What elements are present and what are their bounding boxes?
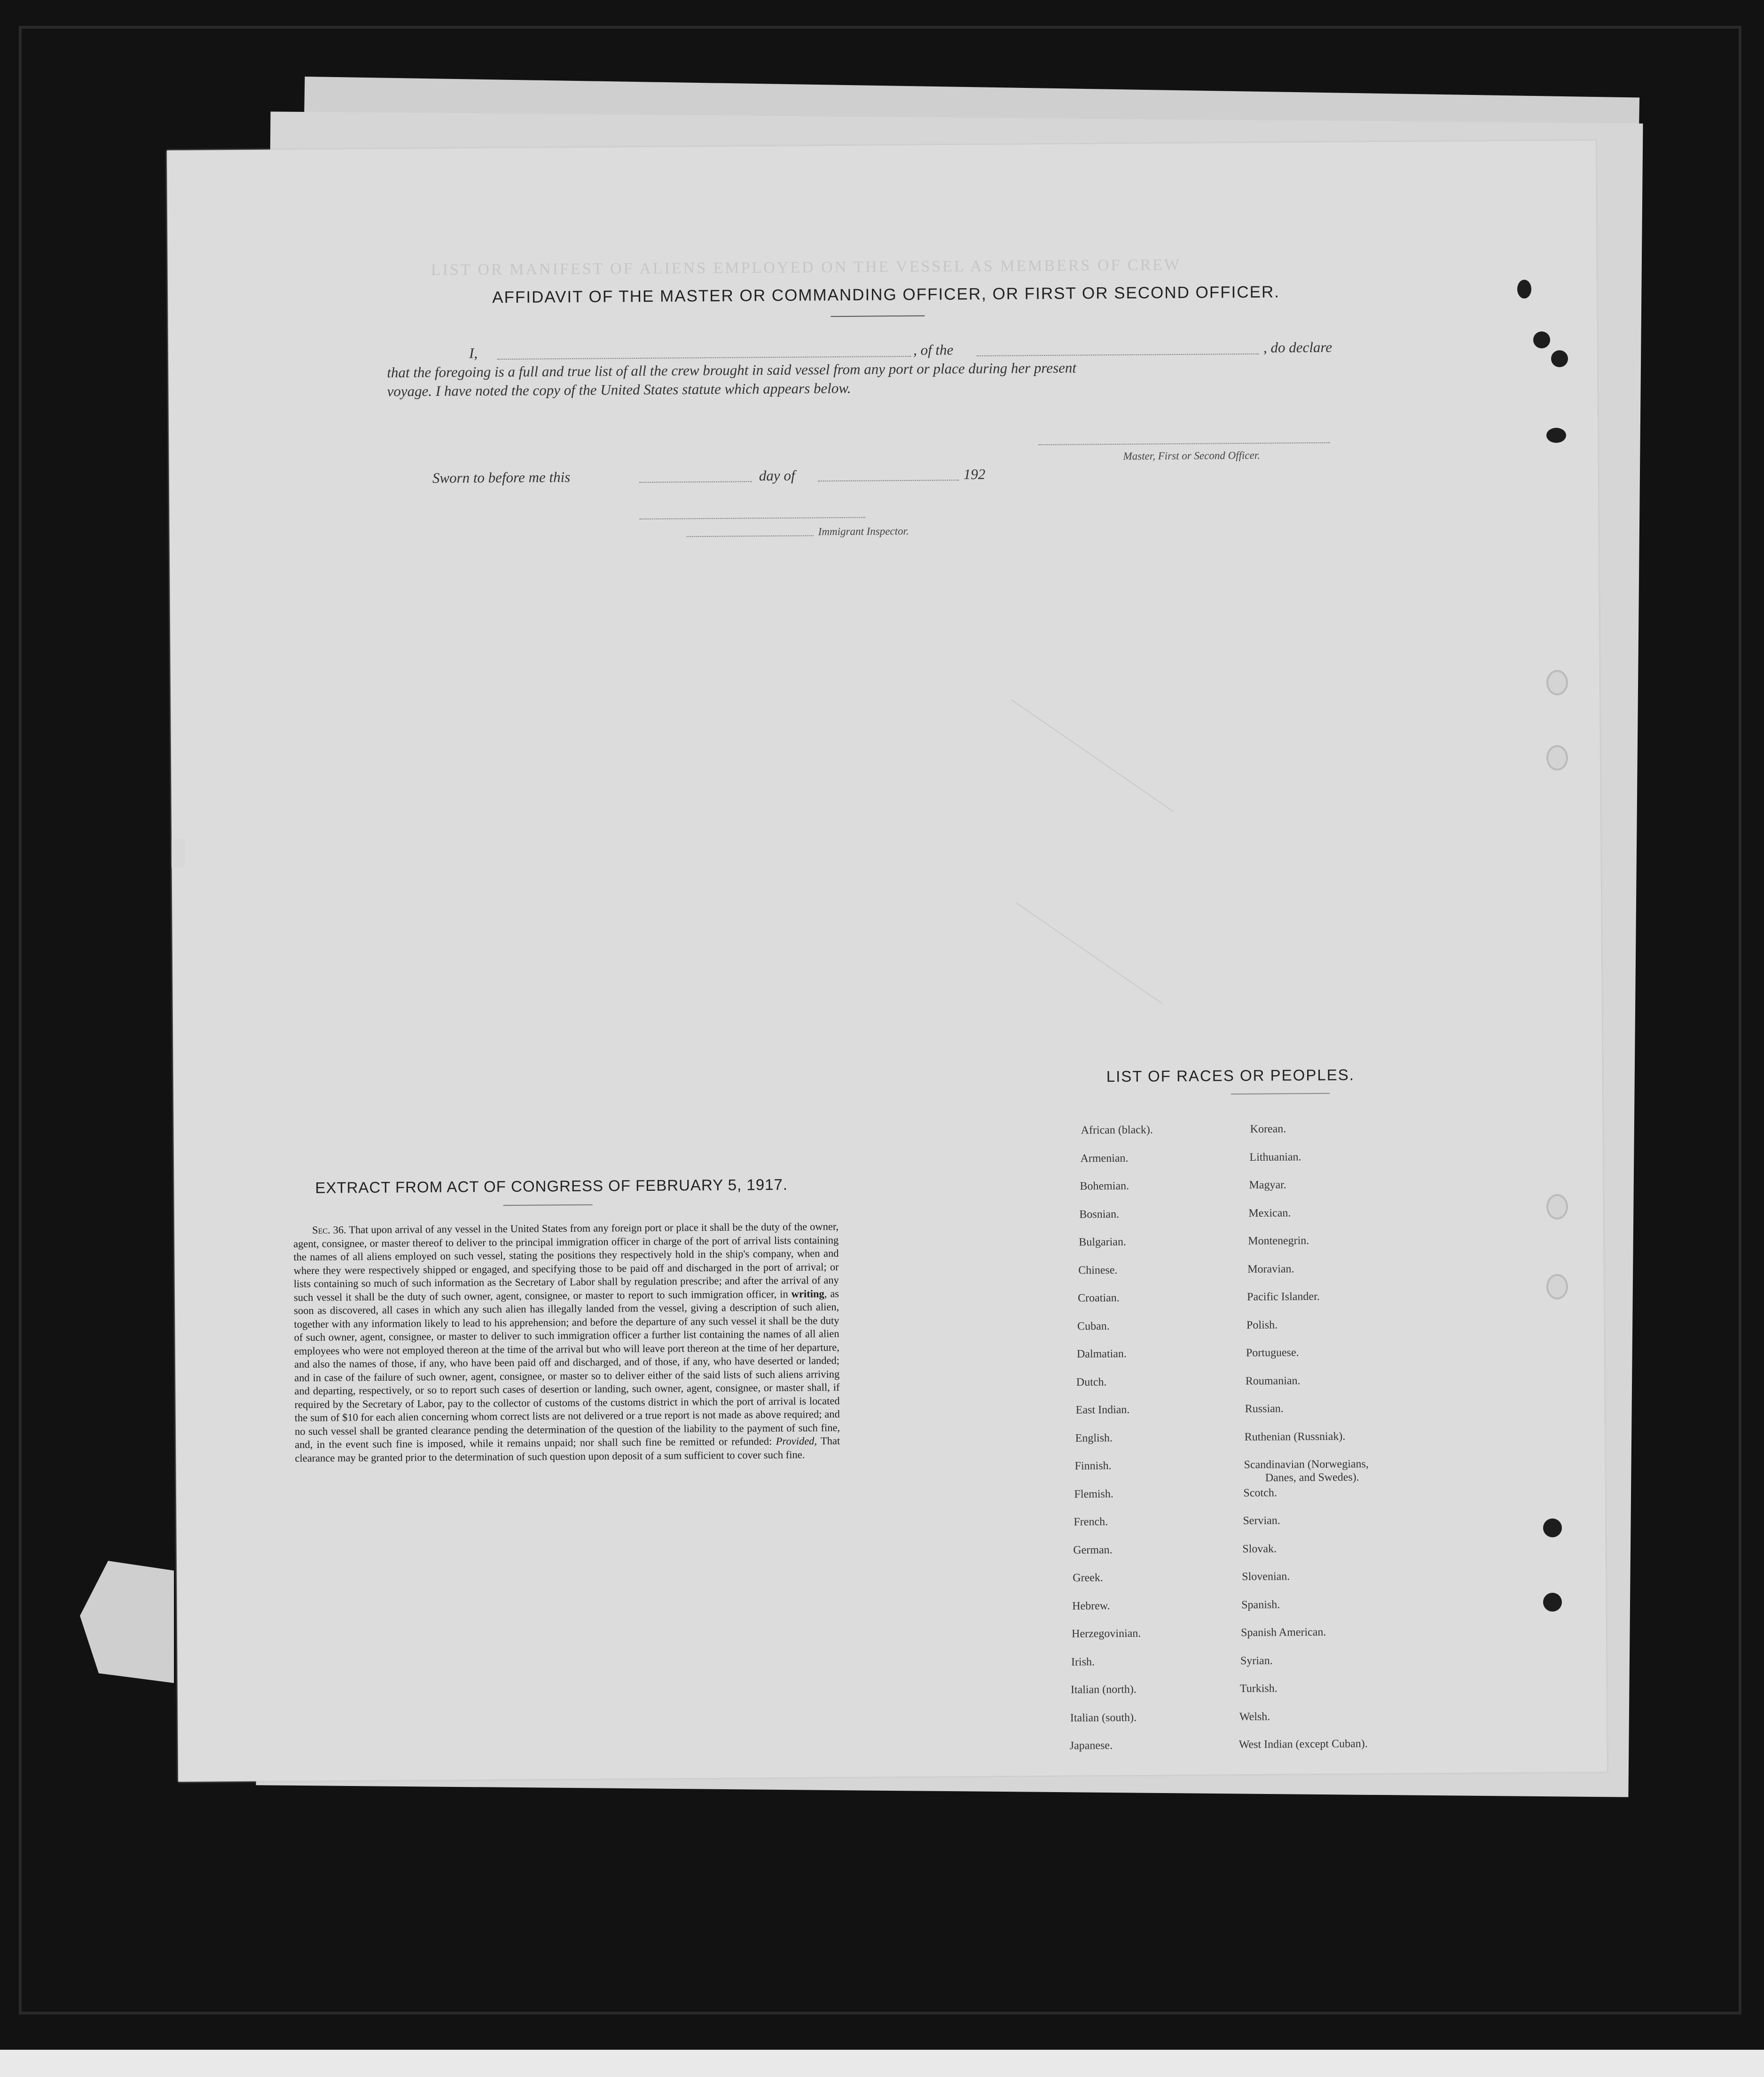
inspector-line	[687, 535, 814, 537]
extract-text-middle: , as soon as discovered, all cases in which any such alien has illegally landed from the vessel, giving a description of such alien, together with any information likely to lead to his apprehension; and before the departure of any such vessel it shall be the duty of such owner, agent, consignee, or master to deliver to such immigration officer a further list containing the names of all alien employees who were not employed thereon at the time of the arrival but who will leave port thereon at the time of her departure, and also the names of those, if any, who have been paid off and discharged, and of those, if any, who have deserted or landed; and in case of the failure of such owner, agent, consignee, or master so to deliver either of the said lists of such aliens arriving and departing, respectively, or so to report such cases of desertion or landing, such owner, agent, consignee, or master shall, if required by the Secretary of Labor, pay to the collector of customs of the customs district in which the port of arrival is located the sum of $10 for each alien concerning whom correct lists are not delivered or a true report is not made as above required; and no such vessel shall be granted clearance pending the determination of the question of the liability to the payment of such fine, and, in the event such fine is imposed, while it remains unpaid; nor shall such fine be remitted or refunded:	[294, 1287, 840, 1451]
affidavit-line1-declare: , do declare	[1263, 338, 1333, 356]
punch-hole	[1546, 428, 1566, 443]
race-item: Croatian.	[1078, 1291, 1120, 1305]
race-item: Ruthenian (Russniak).	[1244, 1430, 1346, 1443]
paper-tab	[172, 839, 185, 867]
race-item: Spanish American.	[1240, 1626, 1326, 1639]
race-item: Slovenian.	[1242, 1570, 1290, 1583]
race-item: Hebrew.	[1072, 1599, 1110, 1613]
race-item: Lithuanian.	[1249, 1150, 1301, 1164]
affidavit-line1-ofthe: , of the	[913, 341, 954, 358]
race-item: Welsh.	[1239, 1710, 1270, 1723]
race-item: Scotch.	[1243, 1487, 1277, 1499]
race-item: West Indian (except Cuban).	[1239, 1738, 1368, 1751]
race-item: Mexican.	[1248, 1206, 1291, 1219]
signature-line	[1038, 442, 1330, 445]
vessel-blank	[977, 354, 1259, 356]
document-page	[167, 141, 1607, 1782]
extract-text-start: That upon arrival of any vessel in the United States from any foreign port or place it shall be the duty of the owner, agent, consignee, or master thereof to deliver to the principal immigration officer in charge of the port of arrival lists containing the names of all aliens employed on such vessel, stating the positions they respectively hold in the ship's company, when and where they were respectively shipped or engaged, and specifying those to be paid off and discharged in the port of arrival; or lists containing so much of such information as the Secretary of Labor shall by regulation prescribe; and after the arrival of any such vessel it shall be the duty of such owner, agent, consignee, or master to report to such immigration officer, in	[293, 1220, 839, 1303]
bleed-through-text: LIST OR MANIFEST OF ALIENS EMPLOYED ON THE VESSEL AS MEMBERS OF CREW	[431, 256, 1182, 279]
inspector-caption: Immigrant Inspector.	[818, 525, 909, 538]
race-item: Irish.	[1071, 1655, 1095, 1668]
race-item: Slovak.	[1242, 1542, 1277, 1555]
punch-hole	[1533, 331, 1550, 348]
sworn-year: 192	[963, 465, 986, 483]
punch-hole	[1546, 745, 1568, 771]
race-item: Montenegrin.	[1248, 1235, 1309, 1247]
race-item: Chinese.	[1078, 1264, 1118, 1277]
extract-text-provided: Provided,	[776, 1435, 817, 1448]
punch-hole	[1543, 1593, 1562, 1612]
race-item: French.	[1074, 1516, 1108, 1528]
punch-hole	[1517, 280, 1531, 299]
race-item: Portuguese.	[1246, 1346, 1299, 1360]
race-item: Spanish.	[1241, 1598, 1280, 1611]
race-item: Armenian.	[1080, 1152, 1129, 1164]
punch-hole	[1546, 1194, 1568, 1219]
race-item: Magyar.	[1249, 1179, 1286, 1191]
race-item: Danes, and Swedes).	[1265, 1471, 1359, 1484]
race-item: Cuban.	[1077, 1320, 1110, 1333]
race-item: Italian (north).	[1070, 1683, 1137, 1696]
affidavit-line3: voyage. I have noted the copy of the United States statute which appears below.	[387, 379, 851, 400]
race-item: Greek.	[1073, 1572, 1103, 1584]
affidavit-line2: that the foregoing is a full and true list of all the crew brought in said vessel from any port or place during her present	[387, 359, 1077, 381]
punch-hole	[1546, 1274, 1568, 1299]
race-item: Moravian.	[1247, 1262, 1294, 1275]
race-item: English.	[1075, 1432, 1113, 1445]
extract-text-end: That clearance may be granted prior to the determination of such question upon deposit of a sum sufficient to cover such fine.	[295, 1435, 840, 1464]
race-item: Dutch.	[1076, 1376, 1107, 1389]
month-blank	[818, 480, 959, 481]
race-item: Bosnian.	[1079, 1208, 1120, 1221]
races-title: LIST OF RACES OR PEOPLES.	[1106, 1066, 1355, 1086]
punch-hole	[1543, 1518, 1562, 1537]
race-item: Polish.	[1246, 1319, 1278, 1331]
race-item: African (black).	[1081, 1124, 1153, 1137]
race-item: Dalmatian.	[1076, 1347, 1127, 1361]
affidavit-line1-prefix: I,	[469, 345, 478, 362]
crease-mark	[1011, 699, 1174, 812]
extract-title: EXTRACT FROM ACT OF CONGRESS OF FEBRUARY 5, 1917.	[315, 1175, 788, 1196]
title-rule	[831, 315, 925, 317]
race-item: Pacific Islander.	[1247, 1290, 1320, 1304]
inspector-signature-line	[639, 517, 865, 519]
day-blank	[639, 481, 752, 483]
race-item: Syrian.	[1240, 1654, 1273, 1667]
race-item: Servian.	[1243, 1514, 1280, 1527]
race-item: Bohemian.	[1080, 1180, 1129, 1193]
section-label: Sec. 36.	[312, 1224, 346, 1236]
race-item: Finnish.	[1074, 1460, 1112, 1472]
extract-body	[293, 1220, 840, 1465]
races-rule	[1231, 1093, 1330, 1094]
race-item: Italian (south).	[1070, 1711, 1137, 1724]
name-blank	[497, 356, 911, 360]
race-item: Scandinavian (Norwegians,	[1244, 1458, 1369, 1471]
sworn-prefix: Sworn to before me this	[432, 469, 571, 487]
race-item: Roumanian.	[1245, 1374, 1301, 1387]
race-item: East Indian.	[1075, 1403, 1130, 1416]
crease-mark	[1015, 902, 1163, 1004]
signature-caption: Master, First or Second Officer.	[1123, 449, 1260, 462]
extract-rule	[503, 1204, 593, 1206]
race-item: Russian.	[1245, 1402, 1284, 1416]
race-item: Japanese.	[1069, 1739, 1113, 1752]
race-item: Herzegovinian.	[1071, 1627, 1141, 1640]
extract-text-writing: writing	[791, 1287, 824, 1300]
race-item: Flemish.	[1074, 1487, 1113, 1501]
race-item: Korean.	[1250, 1123, 1286, 1135]
film-edge	[0, 2050, 1764, 2077]
race-item: German.	[1073, 1543, 1113, 1557]
sworn-dayof: day of	[759, 467, 795, 484]
race-item: Bulgarian.	[1079, 1235, 1126, 1249]
race-item: Turkish.	[1239, 1682, 1278, 1695]
affidavit-title: AFFIDAVIT OF THE MASTER OR COMMANDING OFFICER, OR FIRST OR SECOND OFFICER.	[492, 283, 1280, 307]
punch-hole	[1546, 670, 1568, 695]
punch-hole	[1551, 350, 1568, 367]
